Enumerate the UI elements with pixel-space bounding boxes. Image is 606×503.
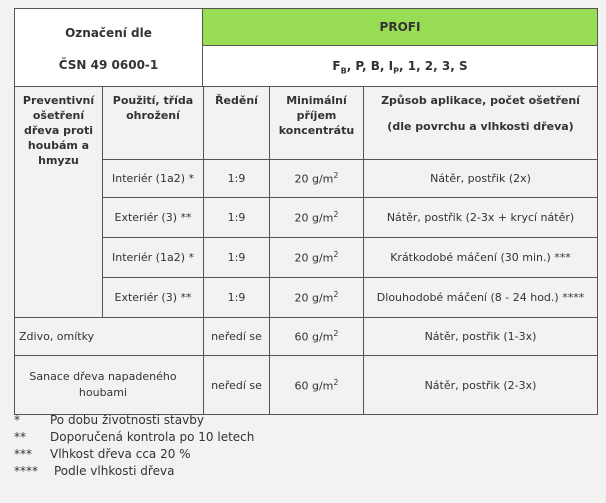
wall-intake (270, 318, 364, 356)
col-dilution-label: Ředění (215, 94, 258, 107)
intake-exponent: 2 (333, 329, 339, 339)
col-intake-label: Minimální příjem koncentrátu (278, 94, 355, 137)
wall-dilution: neředí se (204, 318, 270, 356)
intake-exponent: 2 (333, 210, 339, 220)
row-method: Nátěr, postřik (2x) (364, 160, 598, 198)
row-method: Dlouhodobé máčení (8 - 24 hod.) **** (364, 278, 598, 318)
standard-label-line2: ČSN 49 0600-1 (58, 57, 159, 72)
footnotes (14, 412, 254, 480)
col-method-label2: (dle povrchu a vlhkosti dřeva) (387, 120, 574, 133)
intake-exponent: 2 (333, 290, 339, 300)
intake-value: 60 g/m (294, 379, 334, 393)
row-intake (270, 278, 364, 318)
class-rest: , 1, 2, 3, S (398, 58, 468, 73)
application-table (14, 86, 598, 415)
class-f: F (332, 58, 341, 73)
footnote-mark: *** (14, 447, 32, 461)
col-intake (270, 87, 364, 160)
class-f-sub: B (340, 66, 347, 76)
col-dilution (204, 87, 270, 160)
footnote-mark: **** (14, 464, 38, 478)
classes-cell (203, 46, 598, 89)
table-row (15, 318, 598, 356)
footnote-text: Doporučená kontrola po 10 letech (50, 430, 255, 444)
intake-exponent: 2 (333, 377, 339, 387)
intake-value: 20 g/m (294, 172, 334, 186)
standard-label-line1: Označení dle (65, 25, 152, 40)
remediation-method: Nátěr, postřik (2-3x) (364, 356, 598, 415)
footnote-mark: * (14, 413, 20, 427)
table-row (15, 160, 598, 198)
row-method: Krátkodobé máčení (30 min.) *** (364, 238, 598, 278)
row-dilution: 1:9 (204, 160, 270, 198)
row-dilution: 1:9 (204, 278, 270, 318)
intake-exponent: 2 (333, 250, 339, 260)
footnote (14, 412, 254, 429)
col-use (103, 87, 204, 160)
class-mid: , P, B, I (346, 58, 394, 73)
remediation-label: Sanace dřeva napadeného houbami (15, 356, 204, 415)
standard-label-cell (15, 9, 203, 89)
wall-method: Nátěr, postřik (1-3x) (364, 318, 598, 356)
col-prevention-label: Preventivní ošetření dřeva proti houbám a hmyzu (22, 94, 95, 167)
row-dilution: 1:9 (204, 238, 270, 278)
remediation-dilution: neředí se (204, 356, 270, 415)
footnote (14, 463, 254, 480)
row-use: Exteriér (3) ** (103, 198, 204, 238)
row-intake (270, 160, 364, 198)
footnote (14, 446, 254, 463)
product-name-cell (203, 9, 598, 46)
footnote-text: Podle vlhkosti dřeva (54, 464, 175, 478)
table-row (15, 238, 598, 278)
intake-exponent: 2 (333, 171, 339, 181)
col-method-label1: Způsob aplikace, počet ošetření (381, 94, 580, 107)
footnote-mark: ** (14, 430, 26, 444)
col-use-label: Použití, třída ohrožení (112, 94, 194, 122)
footnote-text: Vlhkost dřeva cca 20 % (50, 447, 191, 461)
row-use: Interiér (1a2) * (103, 238, 204, 278)
row-dilution: 1:9 (204, 198, 270, 238)
col-prevention (15, 87, 103, 318)
footnote-text: Po dobu životnosti stavby (50, 413, 204, 427)
intake-value: 20 g/m (294, 291, 334, 305)
table-row (15, 198, 598, 238)
row-method: Nátěr, postřik (2-3x + krycí nátěr) (364, 198, 598, 238)
table-row (15, 278, 598, 318)
col-method (364, 87, 598, 160)
product-name: PROFI (379, 20, 421, 34)
class-i-sub: P (393, 66, 399, 76)
intake-value: 20 g/m (294, 211, 334, 225)
wall-label: Zdivo, omítky (15, 318, 204, 356)
row-use: Exteriér (3) ** (103, 278, 204, 318)
table-row (15, 356, 598, 415)
footnote (14, 429, 254, 446)
row-use: Interiér (1a2) * (103, 160, 204, 198)
product-header-table (14, 8, 598, 89)
row-intake (270, 238, 364, 278)
intake-value: 60 g/m (294, 330, 334, 344)
row-intake (270, 198, 364, 238)
intake-value: 20 g/m (294, 251, 334, 265)
remediation-intake (270, 356, 364, 415)
